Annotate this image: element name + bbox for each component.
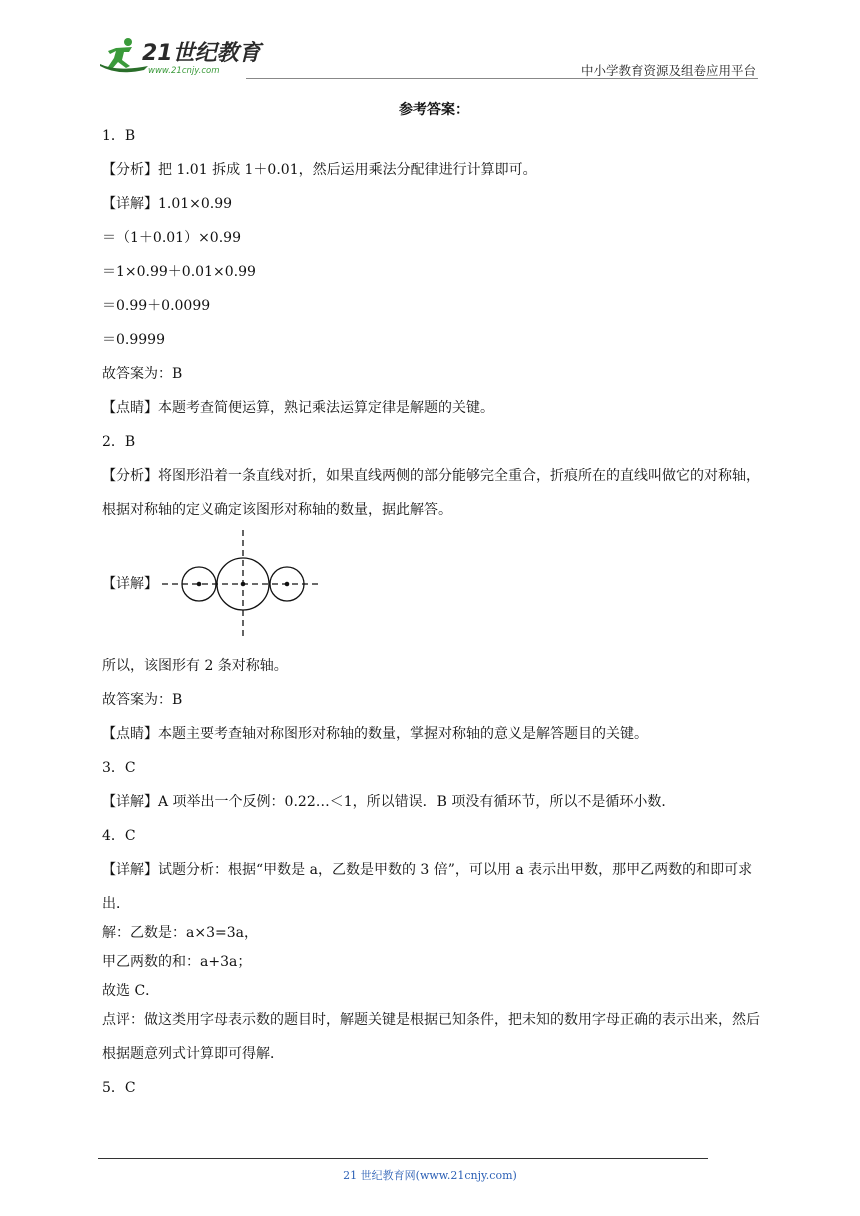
q1-comment: 【点睛】本题考查简便运算，熟记乘法运算定律是解题的关键。 (102, 400, 494, 416)
q2-result: 所以，该图形有 2 条对称轴。 (102, 658, 288, 674)
q2-detail (102, 528, 766, 640)
q4-answer: 4．C (102, 828, 136, 844)
runner-logo-icon (100, 38, 148, 72)
q5-answer: 5．C (102, 1080, 136, 1096)
q1-detail-line: ＝1×0.99＋0.01×0.99 (102, 264, 256, 280)
logo-url-text: www.21cnjy.com (148, 66, 220, 76)
q1-detail-line: ＝0.99＋0.0099 (102, 298, 211, 314)
q1-analysis: 【分析】把 1.01 拆成 1＋0.01，然后运用乘法分配律进行计算即可。 (102, 162, 537, 178)
q4-comment: 点评：做这类用字母表示数的题目时，解题关键是根据已知条件，把未知的数用字母正确的表示出来，然后根据题意列式计算即可得解． (102, 1012, 760, 1062)
q2-answer: 2．B (102, 434, 136, 450)
q2-analysis: 【分析】将图形沿着一条直线对折，如果直线两侧的部分能够完全重合，折痕所在的直线叫做它的对称轴，根据对称轴的定义确定该图形对称轴的数量，据此解答。 (102, 468, 760, 518)
page-header (96, 30, 758, 80)
q2-conclusion: 故答案为：B (102, 692, 183, 708)
q1-answer: 1．B (102, 128, 136, 144)
right-center-dot (285, 582, 290, 587)
footer-divider (98, 1158, 708, 1159)
q4-solution-line: 解：乙数是：a×3=3a， (102, 925, 258, 941)
header-divider (246, 78, 758, 79)
left-center-dot (197, 582, 202, 587)
q4-solution-line: 甲乙两数的和：a+3a； (102, 954, 252, 970)
q1-detail-line: ＝（1＋0.01）×0.99 (102, 230, 241, 246)
symmetry-diagram (160, 528, 330, 640)
q4-detail: 【详解】试题分析：根据“甲数是 a，乙数是甲数的 3 倍”，可以用 a 表示出甲数，那甲乙两数的和即可求出． (102, 862, 753, 912)
q4-solution-line: 故选 C． (102, 983, 160, 999)
logo (96, 36, 266, 76)
platform-name: 中小学教育资源及组卷应用平台 (580, 63, 756, 78)
q1-detail-line: ＝0.9999 (102, 332, 165, 348)
footer-link[interactable]: 21 世纪教育网(www.21cnjy.com) (343, 1169, 517, 1182)
page-title: 参考答案： (399, 102, 469, 118)
q3-answer: 3．C (102, 760, 136, 776)
q2-detail-label: 【详解】 (102, 576, 158, 592)
q1-detail-line: 【详解】1.01×0.99 (102, 196, 233, 212)
answer-content (102, 100, 766, 1098)
q2-comment: 【点睛】本题主要考查轴对称图形对称轴的数量，掌握对称轴的意义是解答题目的关键。 (102, 726, 648, 742)
logo-main-text: 21世纪教育 (142, 41, 261, 66)
q1-conclusion: 故答案为：B (102, 366, 183, 382)
middle-center-dot (241, 582, 246, 587)
q3-detail: 【详解】A 项举出一个反例：0.22…＜1，所以错误．B 项没有循环节，所以不是循环小数． (102, 794, 676, 810)
